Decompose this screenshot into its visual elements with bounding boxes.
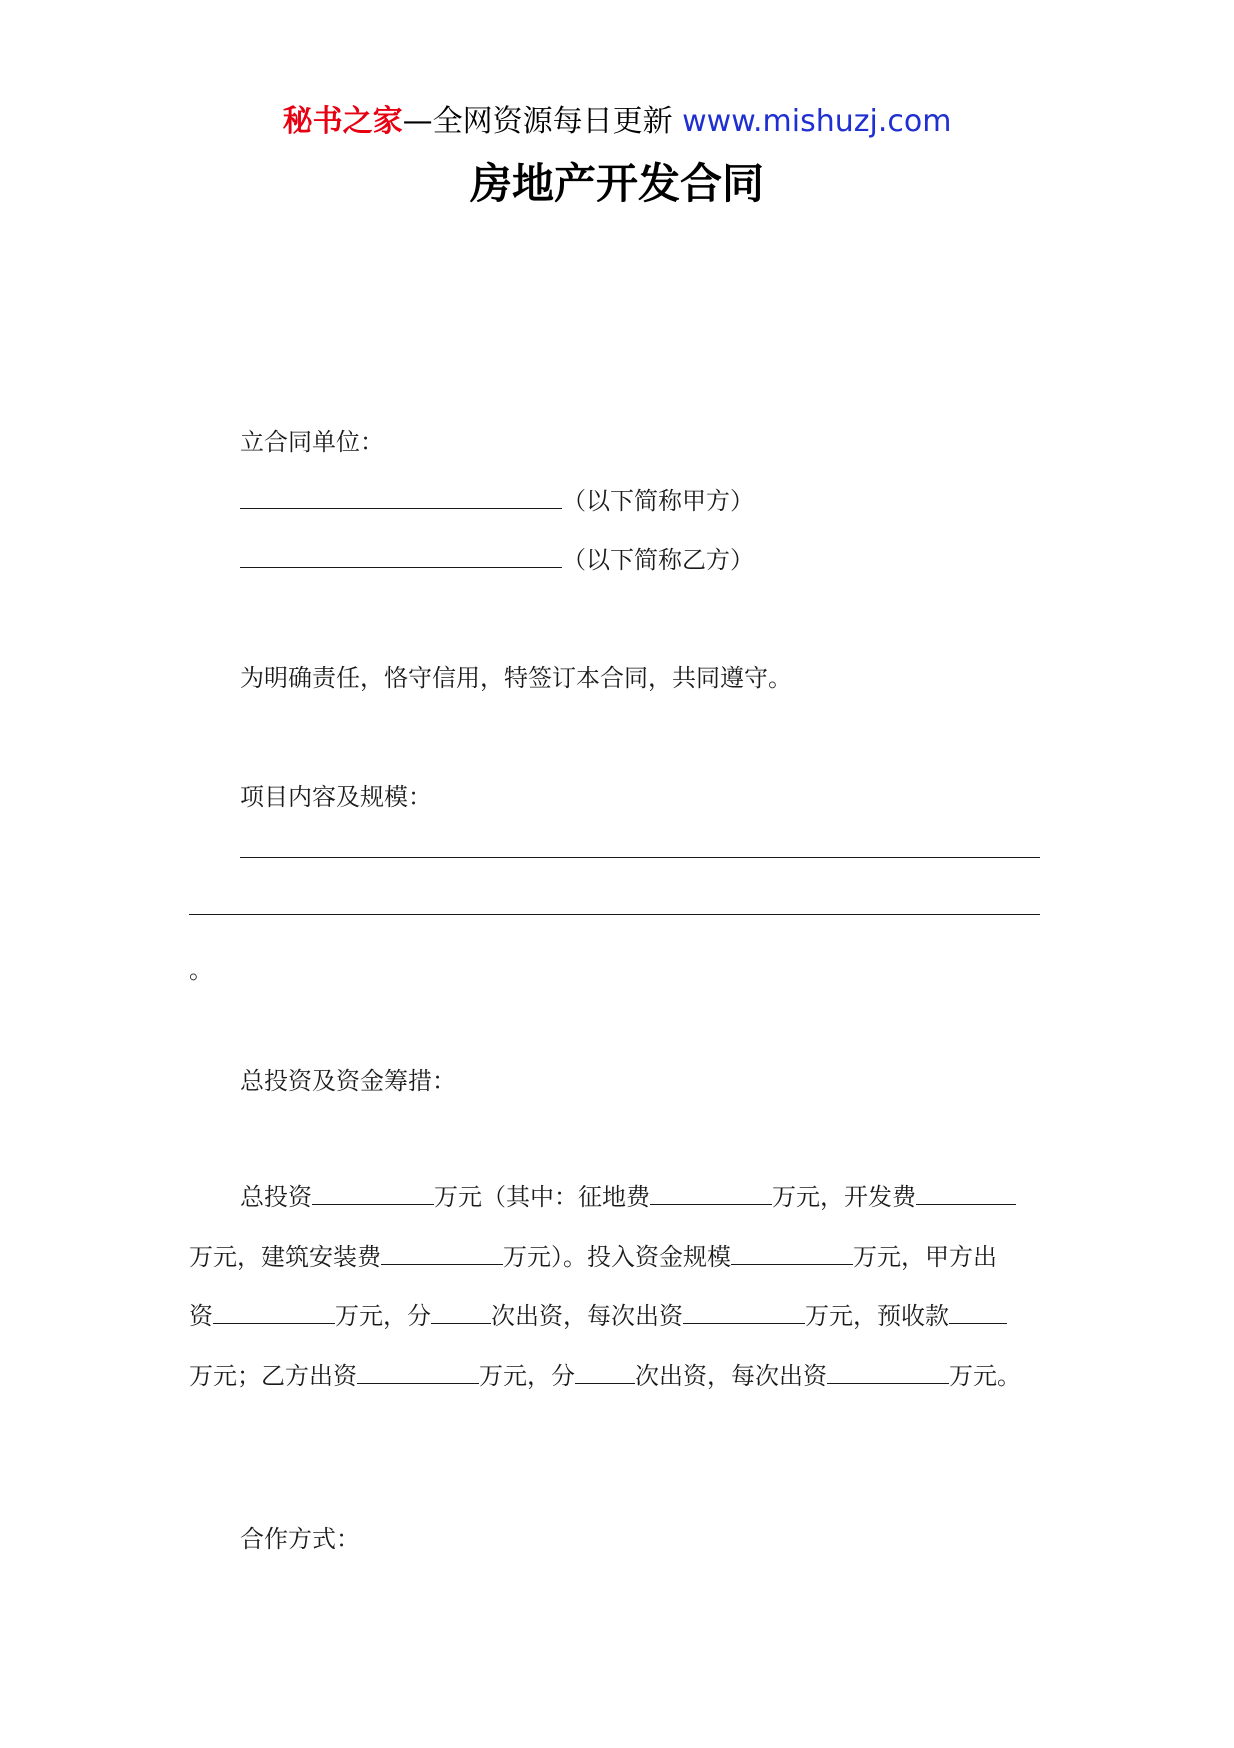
party-b-per-installment-blank[interactable] [827,1359,949,1384]
party-b-suffix: （以下简称乙方） [562,546,754,574]
party-a-installments-blank[interactable] [431,1299,491,1324]
party-b-line [240,543,754,577]
text-segment: 万元）。投入资金规模 [503,1243,731,1271]
text-segment: 万元；乙方出资 [189,1362,357,1390]
party-b-capital-blank[interactable] [357,1359,479,1384]
preamble-text: 为明确责任，恪守信用，特签订本合同，共同遵守。 [240,664,792,692]
investment-line-3 [189,1299,1007,1333]
text-segment: 万元。 [949,1362,1021,1390]
text-segment: 总投资 [240,1183,312,1211]
capital-scale-blank[interactable] [731,1240,853,1265]
project-heading: 项目内容及规模： [240,783,432,811]
text-segment: 资 [189,1302,213,1330]
party-a-capital-blank[interactable] [213,1299,335,1324]
development-fee-blank[interactable] [916,1180,1016,1205]
advance-payment-blank[interactable] [949,1299,1007,1324]
parties-label: 立合同单位： [240,428,384,456]
investment-line-4 [189,1359,1021,1393]
party-b-blank[interactable] [240,543,562,568]
header-tagline: —全网资源每日更新 [402,104,673,139]
land-fee-blank[interactable] [650,1180,772,1205]
site-url-link[interactable]: www.mishuzj.com [682,104,952,139]
project-blank-line-1[interactable] [240,857,1040,858]
party-b-installments-blank[interactable] [575,1359,635,1384]
site-header [0,102,1234,142]
total-investment-blank[interactable] [312,1180,434,1205]
investment-line-2 [189,1240,997,1274]
construction-fee-blank[interactable] [381,1240,503,1265]
text-segment: 万元，预收款 [805,1302,949,1330]
text-segment: 次出资，每次出资 [635,1362,827,1390]
text-segment: 万元，分 [479,1362,575,1390]
text-segment: 万元（其中：征地费 [434,1183,650,1211]
party-a-line [240,484,754,518]
cooperation-heading: 合作方式： [240,1525,360,1553]
text-segment: 万元，建筑安装费 [189,1243,381,1271]
party-a-blank[interactable] [240,484,562,509]
investment-heading: 总投资及资金筹措： [240,1067,456,1095]
text-segment: 万元，分 [335,1302,431,1330]
text-segment: 次出资，每次出资 [491,1302,683,1330]
text-segment: 万元，开发费 [772,1183,916,1211]
brand-name: 秘书之家 [282,104,403,139]
party-a-per-installment-blank[interactable] [683,1299,805,1324]
party-a-suffix: （以下简称甲方） [562,487,754,515]
project-blank-line-2[interactable] [189,914,1040,915]
project-end-mark: 。 [189,956,213,984]
document-title: 房地产开发合同 [469,159,764,208]
investment-line-1 [240,1180,1016,1214]
text-segment: 万元，甲方出 [853,1243,997,1271]
